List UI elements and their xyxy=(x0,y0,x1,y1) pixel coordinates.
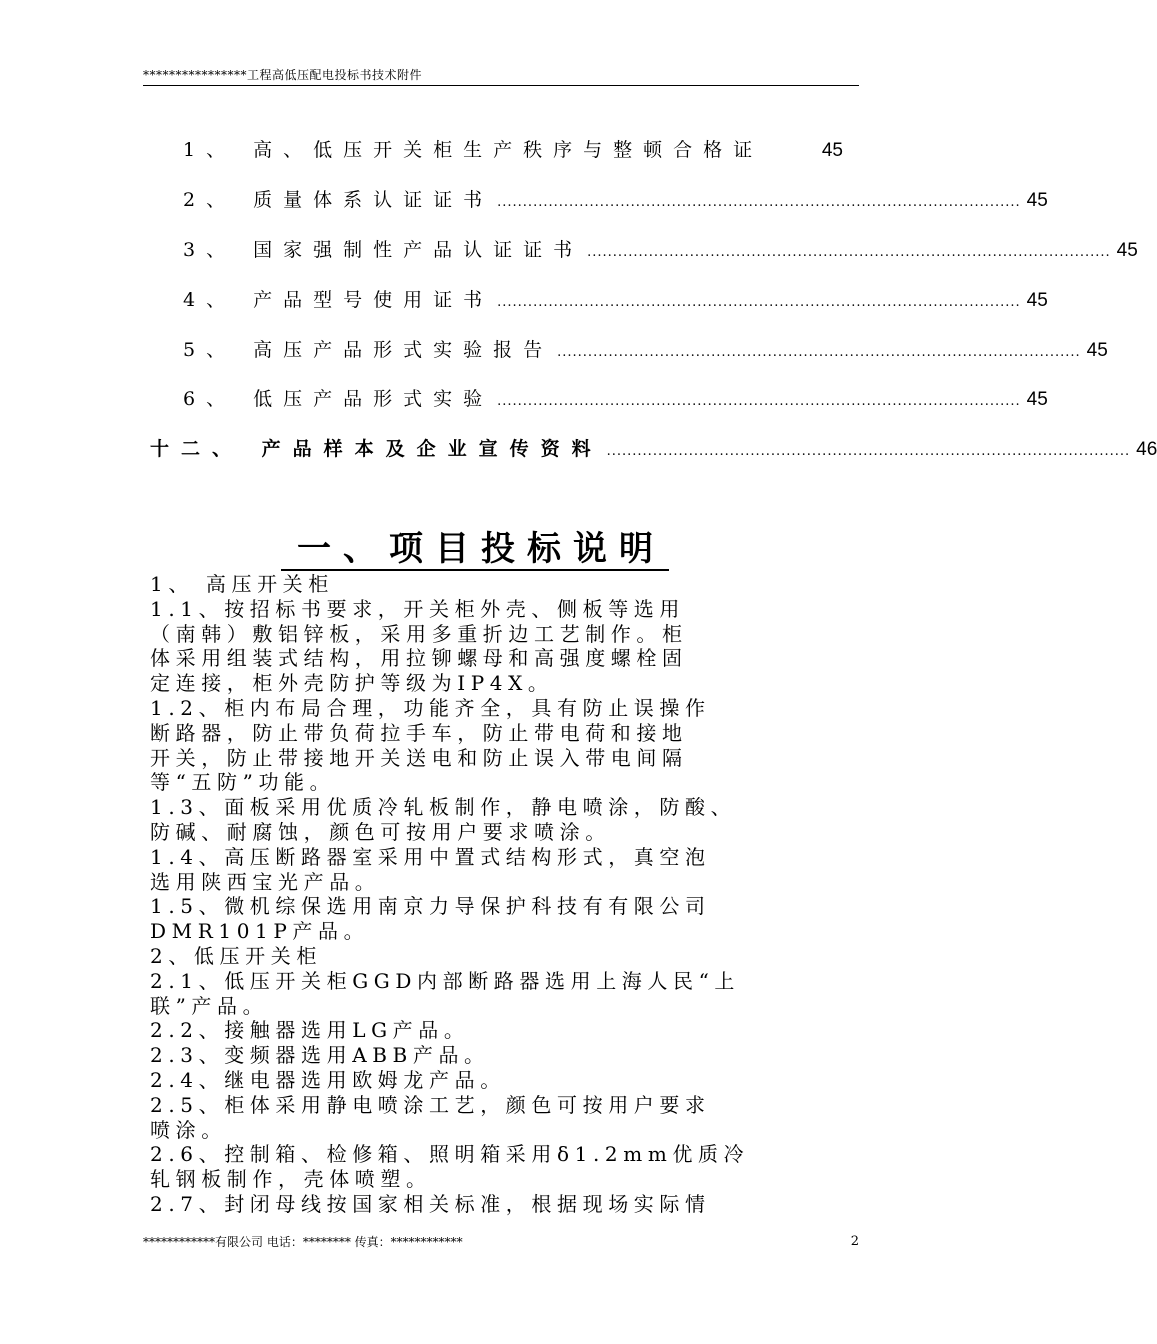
toc-leader-dots: ...................................................................................................... xyxy=(497,394,1021,409)
toc-entry-label: 1、 高、低压开关柜生产秩序与整顿合格证 xyxy=(183,139,764,161)
page-number: 2 xyxy=(850,1234,859,1249)
toc-entry-label: 十二、 产品样本及企业宣传资料 xyxy=(150,438,603,460)
toc-leader-dots: ...................................................................................................... xyxy=(606,444,1131,459)
text-line: 1.3、面板采用优质冷轧板制作，静电喷涂，防酸、 xyxy=(150,795,737,820)
toc-entry-page: 45 xyxy=(1026,190,1048,211)
toc-entry[interactable] xyxy=(183,236,1138,264)
toc-entry[interactable] xyxy=(183,136,843,164)
text-line: 2.5、柜体采用静电喷涂工艺，颜色可按用户要求 xyxy=(150,1092,711,1117)
text-line: 1.1、按招标书要求，开关柜外壳、侧板等选用 xyxy=(150,596,686,621)
text-line: 2.2、接触器选用LG产品。 xyxy=(150,1018,470,1043)
text-line: 定连接，柜外壳防护等级为IP4X。 xyxy=(150,671,554,696)
page-footer xyxy=(143,1234,859,1250)
text-line: 开关，防止带接地开关送电和防止误入带电间隔 xyxy=(150,745,688,770)
text-line: 防碱、耐腐蚀，颜色可按用户要求喷涂。 xyxy=(150,819,611,844)
text-line: 2.1、低压开关柜GGD内部断路器选用上海人民“上 xyxy=(150,968,741,993)
toc-entry-label: 2、 质量体系认证证书 xyxy=(183,189,494,211)
text-line: 轧钢板制作，壳体喷塑。 xyxy=(150,1167,432,1192)
page-header: ****************工程高低压配电投标书技术附件 xyxy=(143,67,859,86)
toc-entry[interactable] xyxy=(183,186,1048,214)
toc-leader-dots: ...................................................................................................... xyxy=(497,195,1021,210)
section-heading xyxy=(0,528,950,570)
toc-leader-dots: ...................................................................................................... xyxy=(557,345,1081,360)
text-line: 1、 高压开关柜 xyxy=(150,572,334,596)
toc-entry[interactable] xyxy=(150,435,1157,463)
toc-leader-dots: ...................................................................................................... xyxy=(587,245,1111,260)
toc-entry-page: 45 xyxy=(1116,240,1138,261)
toc-entry[interactable] xyxy=(183,336,1108,364)
text-line: 选用陕西宝光产品。 xyxy=(150,869,381,894)
text-line: 断路器，防止带负荷拉手车，防止带电荷和接地 xyxy=(150,720,688,745)
body-text xyxy=(150,572,870,1217)
toc-entry-page: 45 xyxy=(1026,389,1048,410)
toc-entry[interactable] xyxy=(183,385,1048,413)
toc-entry-label: 5、 高压产品形式实验报告 xyxy=(183,339,554,361)
text-line: 1.4、高压断路器室采用中置式结构形式，真空泡 xyxy=(150,844,711,869)
text-line: 1.5、微机综保选用南京力导保护科技有有限公司 xyxy=(150,894,711,919)
toc-entry-label: 6、 低压产品形式实验 xyxy=(183,388,494,410)
text-line: 喷涂。 xyxy=(150,1117,227,1142)
text-line: 2.7、封闭母线按国家相关标准，根据现场实际情 xyxy=(150,1191,711,1216)
text-line: 2、低压开关柜 xyxy=(150,943,322,968)
toc-leader-dots: ...................................................................................................... xyxy=(497,295,1021,310)
text-line: 2.3、变频器选用ABB产品。 xyxy=(150,1043,490,1068)
toc-entry-label: 3、 国家强制性产品认证证书 xyxy=(183,239,584,261)
text-line: （南韩）敷铝锌板，采用多重折边工艺制作。柜 xyxy=(150,621,688,646)
toc-entry-page: 45 xyxy=(821,140,843,161)
text-line: 联”产品。 xyxy=(150,993,269,1018)
toc-entry-page: 46 xyxy=(1136,439,1157,460)
text-line: 1.2、柜内布局合理，功能齐全，具有防止误操作 xyxy=(150,695,711,720)
text-line: 体采用组装式结构，用拉铆螺母和高强度螺栓固 xyxy=(150,646,688,671)
toc-entry-label: 4、 产品型号使用证书 xyxy=(183,289,494,311)
toc-entry-page: 45 xyxy=(1086,340,1108,361)
footer-company-info: ************有限公司 电话：******** 传真：************ xyxy=(143,1235,463,1249)
text-line: DMR101P产品。 xyxy=(150,919,370,944)
text-line: 等“五防”功能。 xyxy=(150,770,336,795)
toc-entry-page: 45 xyxy=(1026,290,1048,311)
section-heading-text: 一、项目投标说明 xyxy=(281,529,669,571)
text-line: 2.6、控制箱、检修箱、照明箱采用δ1.2mm优质冷 xyxy=(150,1142,750,1167)
text-line: 2.4、继电器选用欧姆龙产品。 xyxy=(150,1067,506,1092)
toc-entry[interactable] xyxy=(183,286,1048,314)
